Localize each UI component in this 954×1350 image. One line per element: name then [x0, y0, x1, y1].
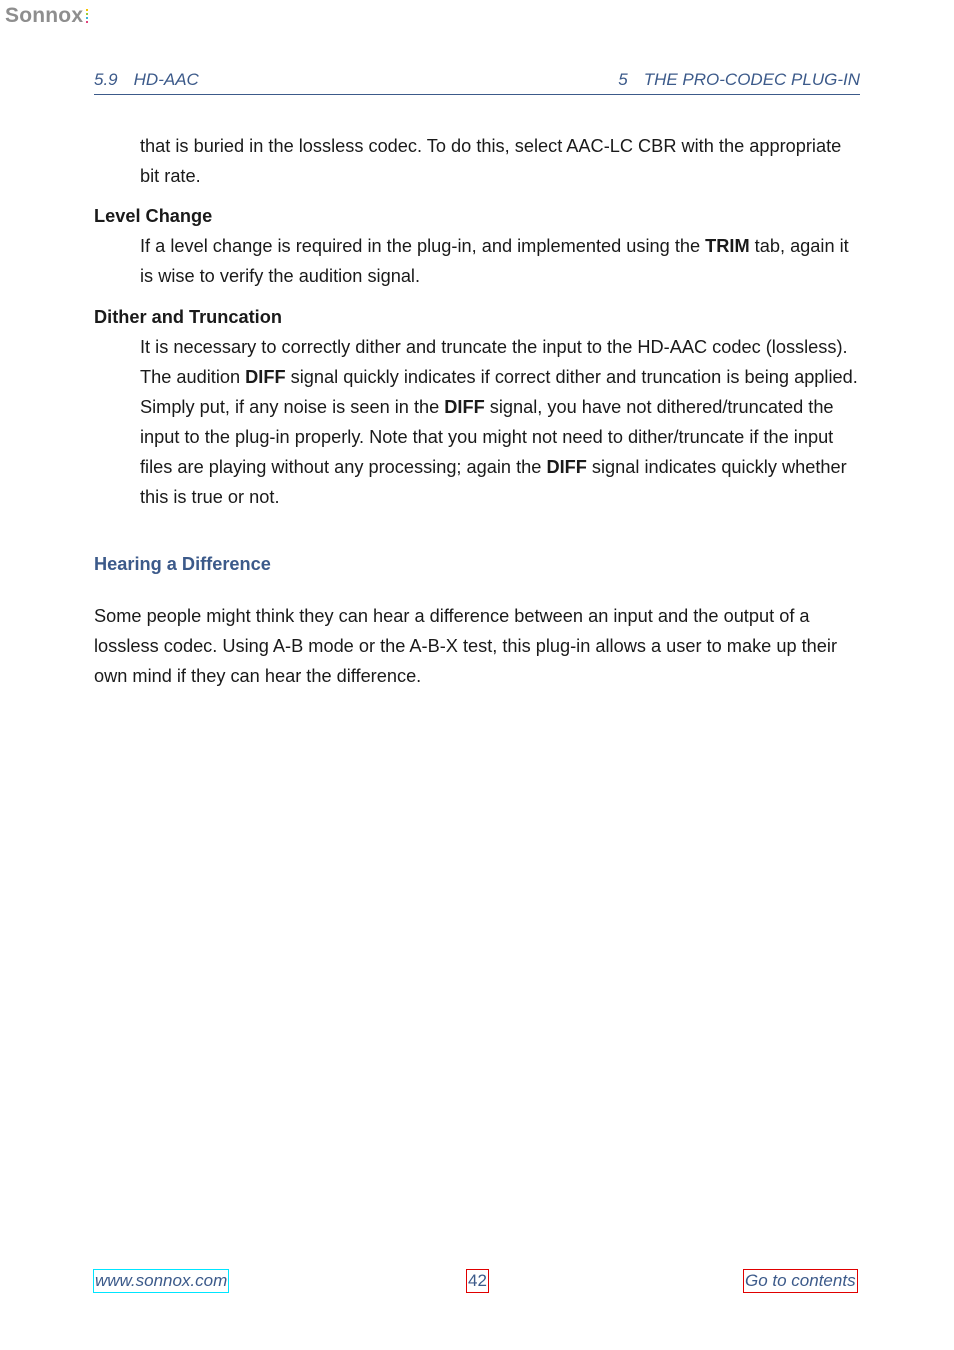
logo-dot — [86, 21, 88, 23]
trim-label: TRIM — [705, 236, 750, 256]
chapter-title: THE PRO-CODEC PLUG-IN — [643, 70, 860, 89]
term-level-change: Level Change — [94, 206, 213, 226]
section-number: 5.9 — [94, 70, 118, 89]
chapter-number: 5 — [618, 70, 628, 89]
logo-dot — [86, 9, 88, 11]
logo-text: Sonnox — [5, 4, 84, 27]
page-number-link[interactable]: 42 — [466, 1269, 489, 1293]
website-link[interactable]: www.sonnox.com — [93, 1269, 229, 1293]
running-header — [94, 70, 860, 95]
logo-dot — [86, 17, 88, 19]
sonnox-logo — [5, 4, 88, 28]
level-change-text-1: If a level change is required in the plug-in, and implemented using the — [140, 236, 706, 256]
level-change-text-2: tab, again it is wise to verify the audition signal. — [140, 236, 849, 286]
go-to-contents-link[interactable]: Go to contents — [743, 1269, 858, 1293]
diff-label: DIFF — [245, 367, 286, 387]
dither-text-1: It is necessary to correctly dither and truncate the input to the HD-AAC codec (lossless). The audition — [140, 337, 848, 387]
level-change-description — [140, 231, 864, 291]
diff-label: DIFF — [546, 457, 587, 477]
term-dither-truncation: Dither and Truncation — [94, 307, 282, 327]
continuation-paragraph: that is buried in the lossless codec. To do this, select AAC-LC CBR with the appropriate bit rate. — [140, 136, 842, 186]
dither-text-3: signal, you have not dithered/truncated the input to the plug-in properly. Note that you might not need to dither/truncate if the input files are playing without any processing; again the — [140, 397, 834, 477]
dither-text-4: signal indicates quickly whether this is true or not. — [140, 457, 847, 507]
hearing-difference-paragraph: Some people might think they can hear a difference between an input and the output of a lossless codec. Using A-B mode or the A-B-X test, this plug-in allows a user to make up their own mind if they can hear the difference. — [94, 606, 837, 686]
running-header-section — [94, 70, 199, 90]
logo-dots-icon — [86, 9, 88, 23]
dither-description — [140, 332, 864, 512]
diff-label: DIFF — [444, 397, 485, 417]
running-header-chapter — [618, 70, 860, 90]
section-heading-hearing-difference: Hearing a Difference — [94, 554, 271, 574]
section-title: HD-AAC — [133, 70, 199, 89]
dither-text-2: signal quickly indicates if correct dither and truncation is being applied. Simply put, if any noise is seen in the — [140, 367, 858, 417]
logo-dot — [86, 13, 88, 15]
page-content — [94, 131, 864, 691]
